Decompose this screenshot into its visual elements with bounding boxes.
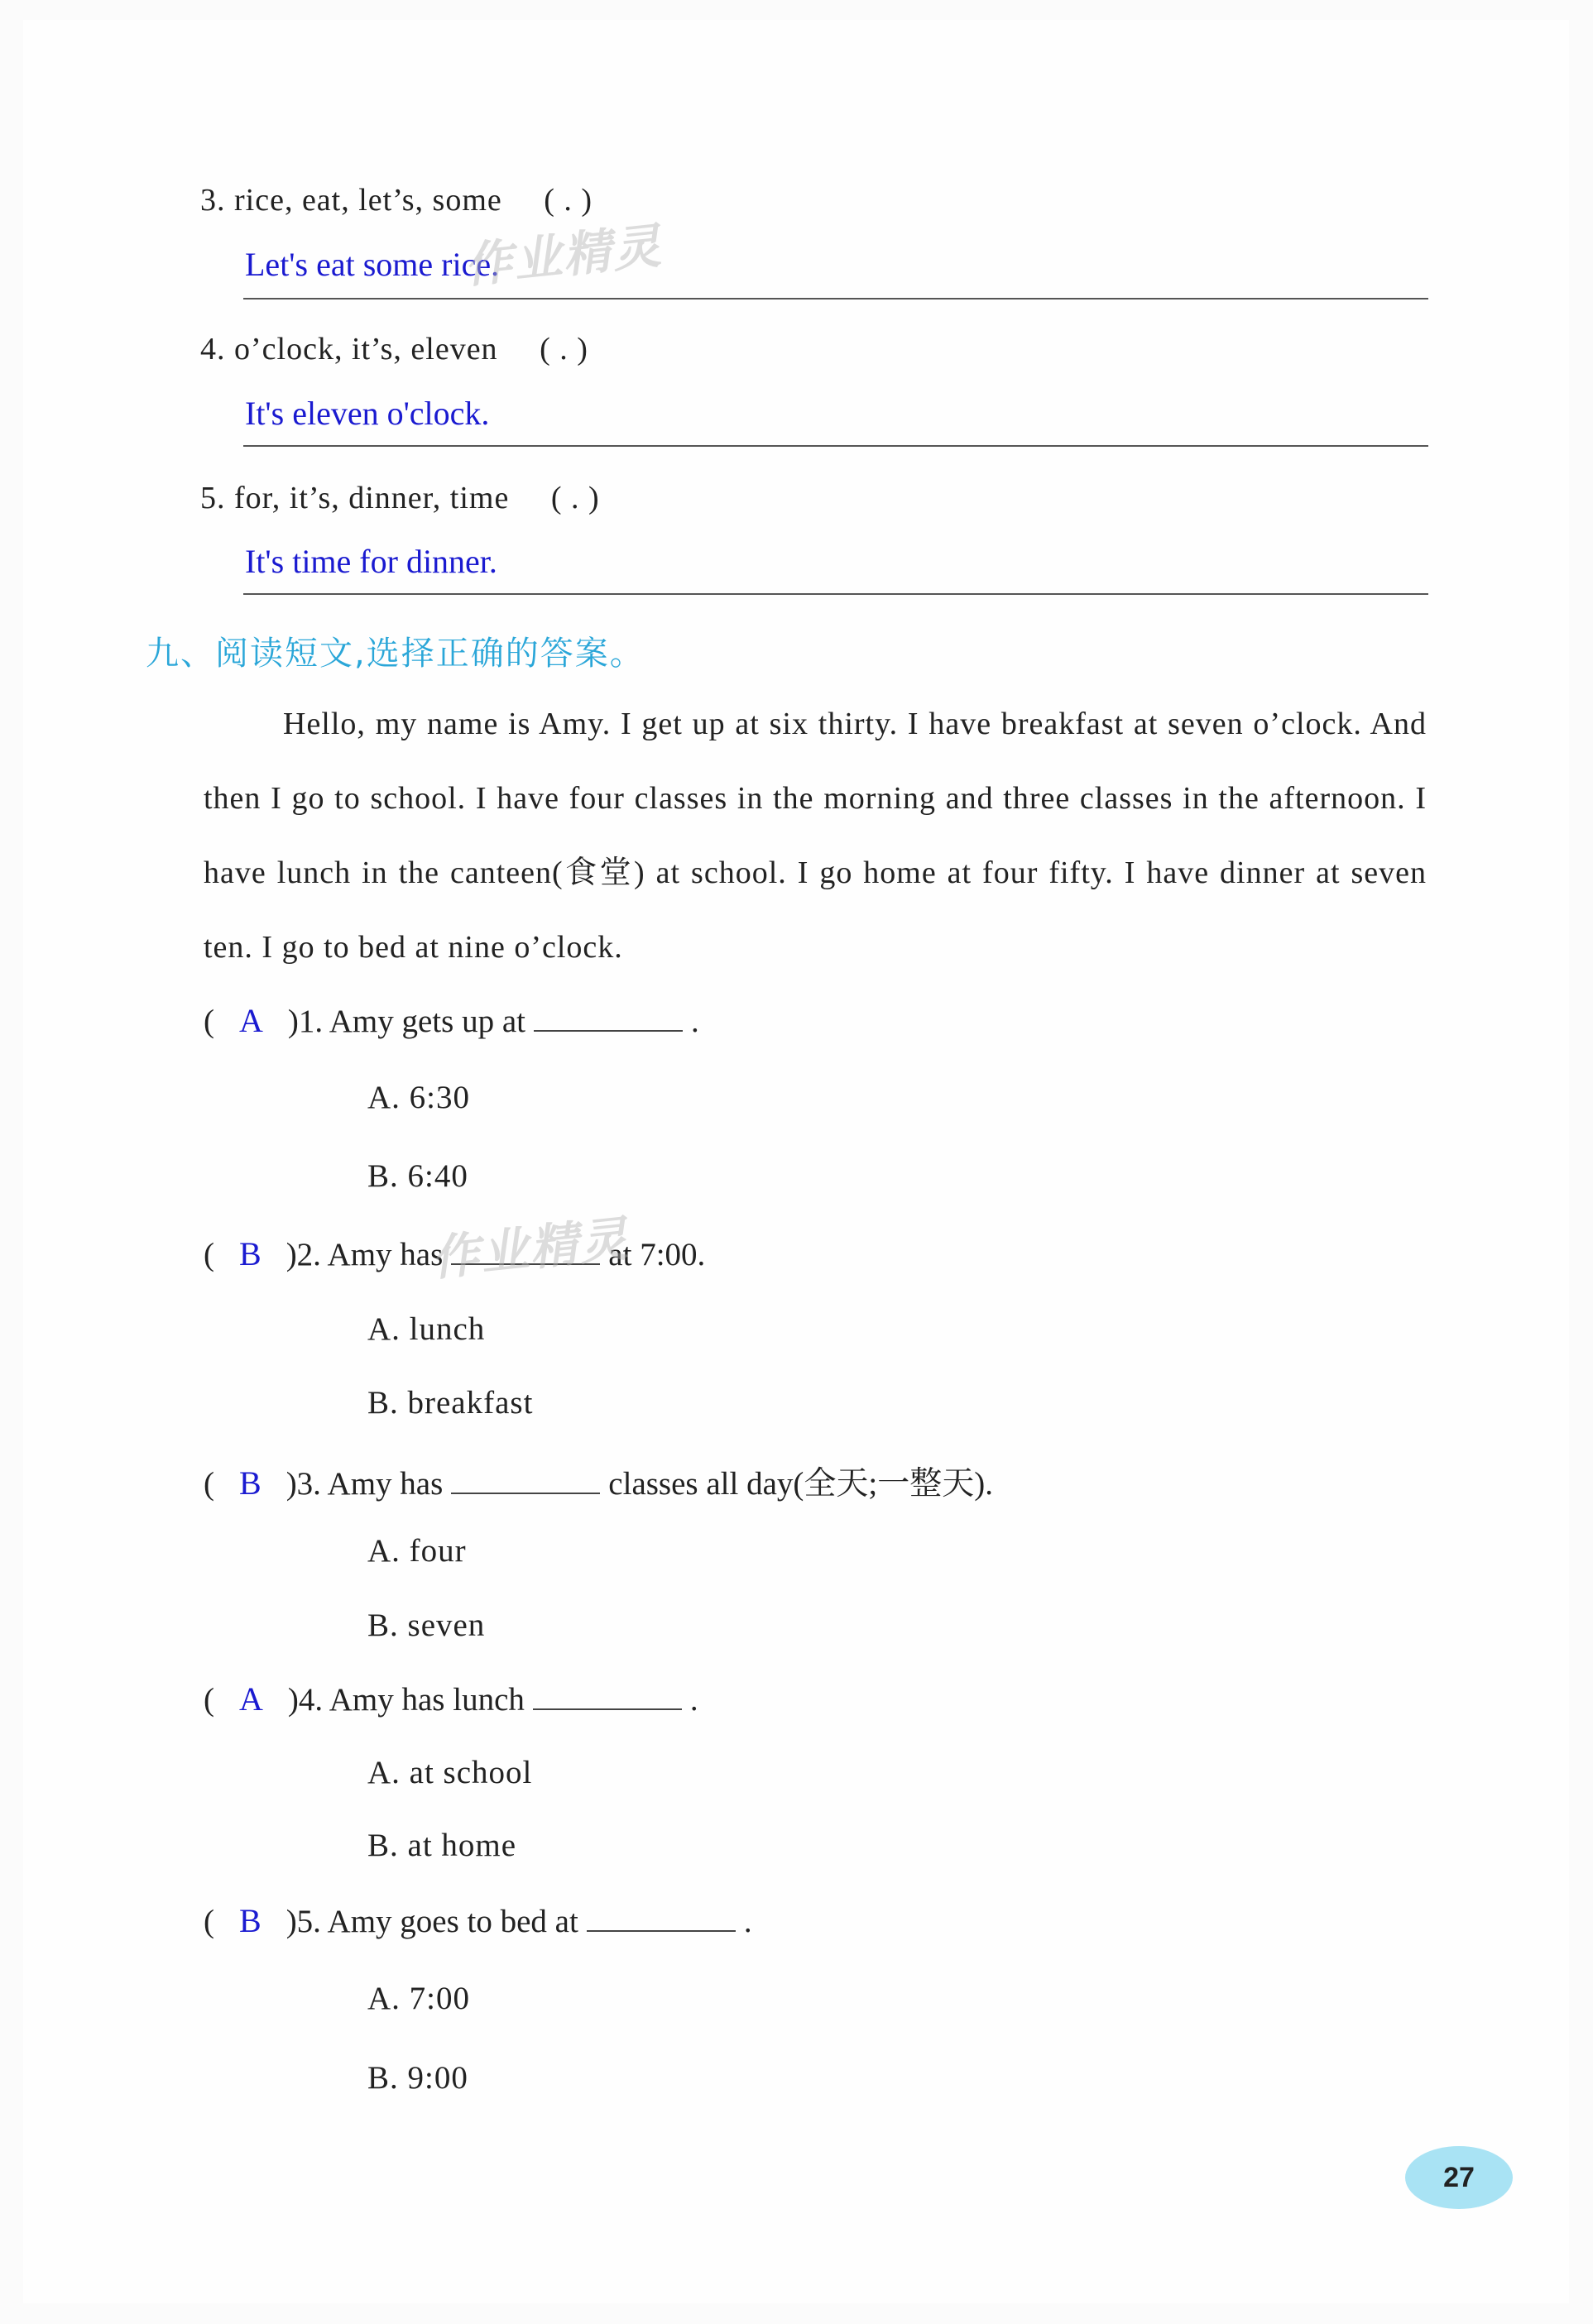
watermark: 作业精灵 bbox=[461, 217, 665, 295]
answer-rule bbox=[243, 298, 1428, 299]
option-b: B. breakfast bbox=[367, 1385, 534, 1421]
paren: ( . ) bbox=[540, 332, 588, 367]
sentence-answer-3: Let's eat some rice. bbox=[245, 246, 500, 283]
option-a: A. 6:30 bbox=[367, 1080, 470, 1115]
sentence-prompt-3: 3. rice, eat, let’s, some ( . ) bbox=[200, 183, 593, 218]
answer-letter: A bbox=[239, 1002, 263, 1039]
option-a: A. lunch bbox=[367, 1311, 486, 1347]
question-text: Amy has bbox=[327, 1237, 444, 1272]
answer-letter: B bbox=[239, 1902, 262, 1939]
option-b: B. seven bbox=[367, 1608, 486, 1643]
question-row: ( A )1. Amy gets up at . bbox=[204, 1002, 699, 1039]
question-text: Amy has bbox=[327, 1466, 444, 1502]
question-text: Amy goes to bed at bbox=[327, 1904, 578, 1939]
option-a: A. four bbox=[367, 1533, 467, 1569]
paren: ( . ) bbox=[544, 183, 593, 218]
watermark: 作业精灵 bbox=[428, 1210, 632, 1287]
option-b: B. 9:00 bbox=[367, 2060, 468, 2096]
answer-letter: B bbox=[239, 1464, 262, 1502]
question-row: ( A )4. Amy has lunch . bbox=[204, 1680, 698, 1718]
question-text: Amy has lunch bbox=[329, 1682, 525, 1718]
question-text: Amy gets up at bbox=[329, 1004, 525, 1039]
section-title: 九、阅读短文,选择正确的答案。 bbox=[146, 635, 645, 673]
reading-passage: Hello, my name is Amy. I get up at six thirty. I have breakfast at seven o’clock. And then I go to school. I have four classes in the morning and three classes in the afternoon. I have lunch in the canteen(食堂) at school. I go home at four fifty. I have dinner at seven ten. I go to bed at nine o’clock. bbox=[204, 707, 1427, 965]
page-number: 27 bbox=[1443, 2161, 1475, 2193]
fill-blank bbox=[534, 1005, 683, 1032]
option-b: B. 6:40 bbox=[367, 1158, 468, 1194]
fill-blank bbox=[451, 1468, 600, 1494]
page-number-badge bbox=[1405, 2146, 1513, 2209]
sentence-prompt-5: 5. for, it’s, dinner, time ( . ) bbox=[200, 481, 600, 515]
answer-rule bbox=[243, 593, 1428, 595]
option-b: B. at home bbox=[367, 1828, 517, 1863]
sentence-answer-4: It's eleven o'clock. bbox=[245, 395, 490, 432]
question-row: ( B )3. Amy has classes all day(全天;一整天). bbox=[204, 1464, 993, 1502]
option-a: A. 7:00 bbox=[367, 1981, 470, 2016]
answer-letter: B bbox=[239, 1235, 262, 1272]
fill-blank bbox=[587, 1905, 736, 1932]
sentence-prompt-4: 4. o’clock, it’s, eleven ( . ) bbox=[200, 332, 588, 367]
paren: ( . ) bbox=[550, 481, 600, 515]
question-row: ( B )5. Amy goes to bed at . bbox=[204, 1902, 752, 1939]
answer-letter: A bbox=[239, 1680, 263, 1718]
answer-rule bbox=[243, 445, 1428, 447]
sentence-answer-5: It's time for dinner. bbox=[245, 543, 497, 580]
fill-blank bbox=[533, 1684, 682, 1710]
option-a: A. at school bbox=[367, 1755, 533, 1790]
question-row: ( B )2. Amy has at 7:00. bbox=[204, 1235, 706, 1272]
